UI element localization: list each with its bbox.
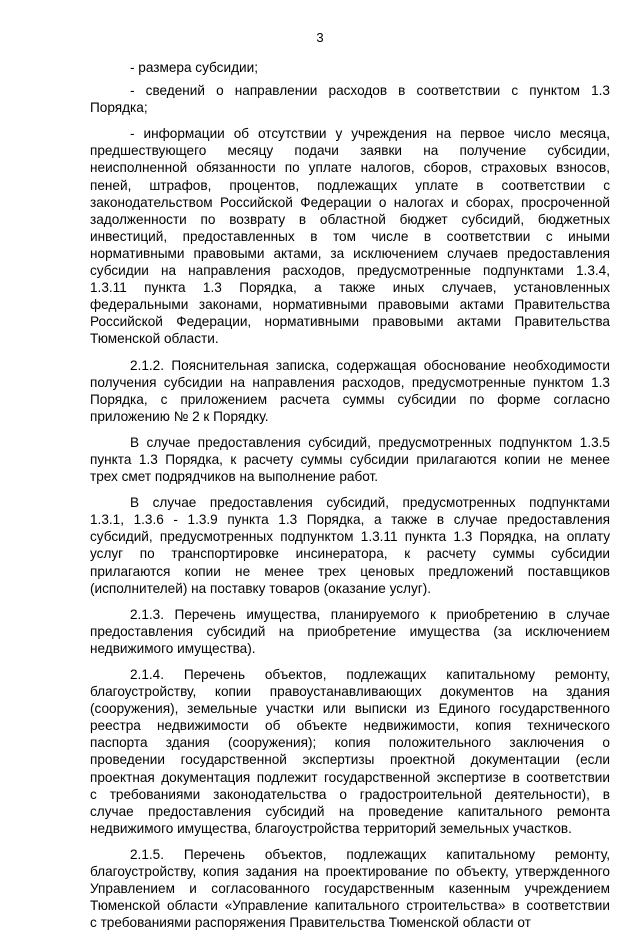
text-line: пеней, штрафов, процентов, подлежащих уплате в соответствии с [90,177,610,193]
text-line: 2.1.4. Перечень объектов, подлежащих капитальному ремонту, [130,667,610,682]
text-line: - размера субсидии; [130,60,258,75]
text-line: проектная документация подлежит государственной экспертизе в соответствии [90,769,610,785]
text-line: прилагаются копии не менее трех ценовых предложений поставщиков [90,563,610,579]
text-line: Тюменской области. [90,331,219,347]
document-body [90,59,610,940]
text-line: с требованиями распоряжения Правительства Тюменской области от [90,915,531,931]
text-line: 2.1.3. Перечень имущества, планируемого к приобретению в случае [130,606,610,622]
text-line: задолженности по возврату в областной бюджет субсидий, бюджетных [90,211,610,227]
paragraph-p8 [90,666,610,837]
text-line: (исполнителей) на поставку товаров (оказание услуг). [90,580,432,596]
text-line: 1.3.1, 1.3.6 - 1.3.9 пункта 1.3 Порядка, а также в случае предоставления [90,512,610,528]
text-line: случае предоставления субсидий на проведение капитального ремонта [90,803,610,819]
paragraph-p9 [90,846,610,931]
text-line: 2.1.2. Пояснительная записка, содержащая обоснование необходимости [130,357,610,373]
paragraph-p6 [90,494,610,597]
paragraph-p7 [90,606,610,657]
text-line: законодательством Российской Федерации о налогах и сборах, просроченной [90,194,610,210]
text-line: субсидий, предусмотренных подпунктом 1.3.11 пункта 1.3 Порядка, на оплату [90,529,610,545]
text-line: с требованиями законодательства о градостроительной деятельности), в [90,786,610,802]
text-line: услуг по транспортировке инсинератора, к расчету суммы субсидии [90,546,610,562]
text-line: Порядка; [90,100,148,116]
text-line: предшествующего месяцу подачи заявки на получение субсидии, [90,143,610,159]
paragraph-p3 [90,125,610,347]
paragraph-p4 [90,357,610,425]
paragraph-p2 [90,82,610,116]
text-line: проведении государственной экспертизы проектной документации (если [90,752,610,768]
paragraph-p1 [90,59,610,76]
text-line: Порядка, с приложением расчета суммы субсидии по форме согласно [90,391,610,407]
text-line: приложению № 2 к Порядку. [90,408,269,424]
page-number: 3 [316,30,324,45]
text-line: недвижимого имущества, благоустройства территорий земельных участков. [90,820,572,836]
text-line: неисполненной обязанности по уплате налогов, сборов, страховых взносов, [90,160,610,176]
text-line: федеральными законами, нормативными правовыми актами Правительства [90,297,610,313]
text-line: благоустройству, копии правоустанавливающих документов на здания [90,684,610,700]
text-line: - информации об отсутствии у учреждения на первое число месяца, [130,126,610,142]
text-line: Тюменской области «Управление капитального строительства» в соответствии [90,898,610,914]
text-line: 1.3.11 пункта 1.3 Порядка, а также иных случаев, установленных [90,280,610,296]
text-line: Российской Федерации, нормативными правовыми актами Правительства [90,314,610,330]
text-line: инвестиций, предоставленных в том числе в соответствии с иными [90,228,610,244]
text-line: недвижимого имущества). [90,640,256,656]
text-line: (сооружения), земельные участки или выписки из Единого государственного [90,701,610,717]
text-line: субсидии на направления расходов, предусмотренные подпунктами 1.3.4, [90,263,610,279]
text-line: В случае предоставления субсидий, предусмотренных подпунктами [130,495,610,511]
text-line: благоустройству, копия задания на проектирование по объекту, утвержденного [90,864,610,880]
paragraph-p5 [90,434,610,485]
text-line: нормативными правовыми актами, за исключением случаев предоставления [90,245,610,261]
text-line: предоставления субсидий на приобретение имущества (за исключением [90,623,610,639]
text-line: получения субсидии на направления расходов, предусмотренные пунктом 1.3 [90,374,610,390]
text-line: реестра недвижимости об объекте недвижимости, копия технического [90,718,610,734]
text-line: В случае предоставления субсидий, предусмотренных подпунктом 1.3.5 [130,434,610,450]
text-line: Управлением и согласованного государственным казенным учреждением [90,881,610,897]
text-line: паспорта здания (сооружения); копия положительного заключения о [90,735,610,751]
text-line: 2.1.5. Перечень объектов, подлежащих капитальному ремонту, [130,846,610,862]
text-line: пункта 1.3 Порядка, к расчету суммы субсидии прилагаются копии не менее [90,451,610,467]
text-line: - сведений о направлении расходов в соответствии с пунктом 1.3 [130,83,610,99]
text-line: трех смет подрядчиков на выполнение работ. [90,469,379,485]
